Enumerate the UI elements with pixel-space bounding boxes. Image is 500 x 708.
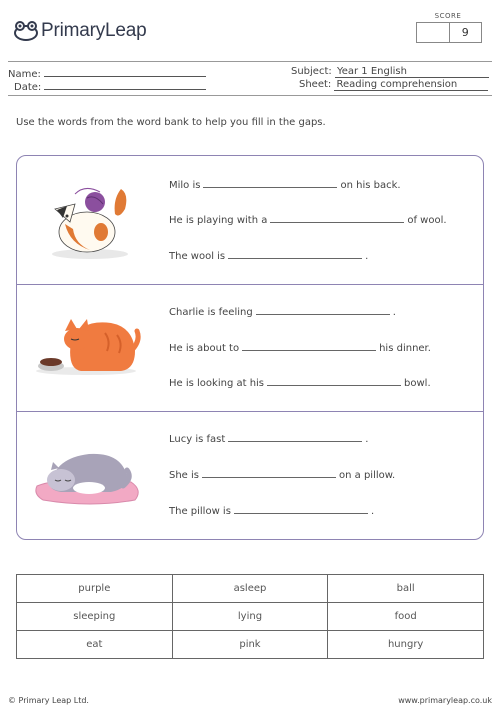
word-bank-row <box>17 631 484 659</box>
section-3 <box>17 412 483 539</box>
gap-input[interactable] <box>203 178 337 188</box>
subject-label: Subject: <box>291 66 332 77</box>
word-bank-cell: ball <box>328 575 484 603</box>
word-bank-cell: purple <box>17 575 173 603</box>
word-bank-cell: eat <box>17 631 173 659</box>
word-bank-cell: pink <box>172 631 328 659</box>
name-label: Name: <box>8 69 41 80</box>
sentence-1-2: He is playing with a of wool. <box>169 215 447 226</box>
sheet-label: Sheet: <box>299 79 332 90</box>
copyright-text: © Primary Leap Ltd. <box>8 696 89 705</box>
name-field[interactable] <box>44 66 206 77</box>
gap-input[interactable] <box>202 468 336 478</box>
gap-input[interactable] <box>256 305 390 315</box>
subject-value: Year 1 English <box>335 66 489 78</box>
primaryleap-logo <box>14 20 147 42</box>
subject-row <box>291 66 489 78</box>
exercise-panel <box>16 155 484 540</box>
frog-logo-icon <box>14 21 38 41</box>
gap-input[interactable] <box>242 341 376 351</box>
sheet-row <box>299 79 488 91</box>
date-label: Date: <box>14 82 42 93</box>
meta-divider <box>8 95 492 96</box>
gap-input[interactable] <box>228 249 362 259</box>
gap-input[interactable] <box>267 376 401 386</box>
section-2 <box>17 285 483 411</box>
sentence-3-1: Lucy is fast . <box>169 434 369 445</box>
word-bank-cell: lying <box>172 603 328 631</box>
instruction-text: Use the words from the word bank to help you fill in the gaps. <box>16 117 326 128</box>
sentence-3-3: The pillow is . <box>169 506 375 517</box>
name-row <box>8 66 206 80</box>
cat-eating-food-icon <box>31 311 141 381</box>
website-link[interactable]: www.primaryleap.co.uk <box>398 696 492 705</box>
score-label: SCORE <box>434 12 462 20</box>
word-bank-row <box>17 603 484 631</box>
cat-playing-with-wool-icon <box>45 174 135 264</box>
word-bank-table <box>16 574 484 659</box>
date-field[interactable] <box>44 79 206 90</box>
section-1 <box>17 156 483 284</box>
score-box <box>416 22 482 43</box>
sentence-2-2: He is about to his dinner. <box>169 343 431 354</box>
word-bank-cell: sleeping <box>17 603 173 631</box>
sheet-value: Reading comprehension <box>334 79 488 91</box>
sentence-2-3: He is looking at his bowl. <box>169 378 431 389</box>
gap-input[interactable] <box>270 213 404 223</box>
sentence-1-1: Milo is on his back. <box>169 180 401 191</box>
date-row <box>8 79 206 93</box>
word-bank-cell: asleep <box>172 575 328 603</box>
gap-input[interactable] <box>228 432 362 442</box>
word-bank-cell: hungry <box>328 631 484 659</box>
score-blank-cell[interactable] <box>417 23 450 42</box>
header-divider <box>8 61 492 62</box>
sentence-3-2: She is on a pillow. <box>169 470 396 481</box>
logo-text: PrimaryLeap <box>41 20 147 41</box>
gap-input[interactable] <box>234 504 368 514</box>
sentence-2-1: Charlie is feeling . <box>169 307 396 318</box>
word-bank-row <box>17 575 484 603</box>
score-value: 9 <box>461 26 469 39</box>
cat-sleeping-on-pillow-icon <box>31 440 145 510</box>
sentence-1-3: The wool is . <box>169 251 369 262</box>
word-bank-cell: food <box>328 603 484 631</box>
